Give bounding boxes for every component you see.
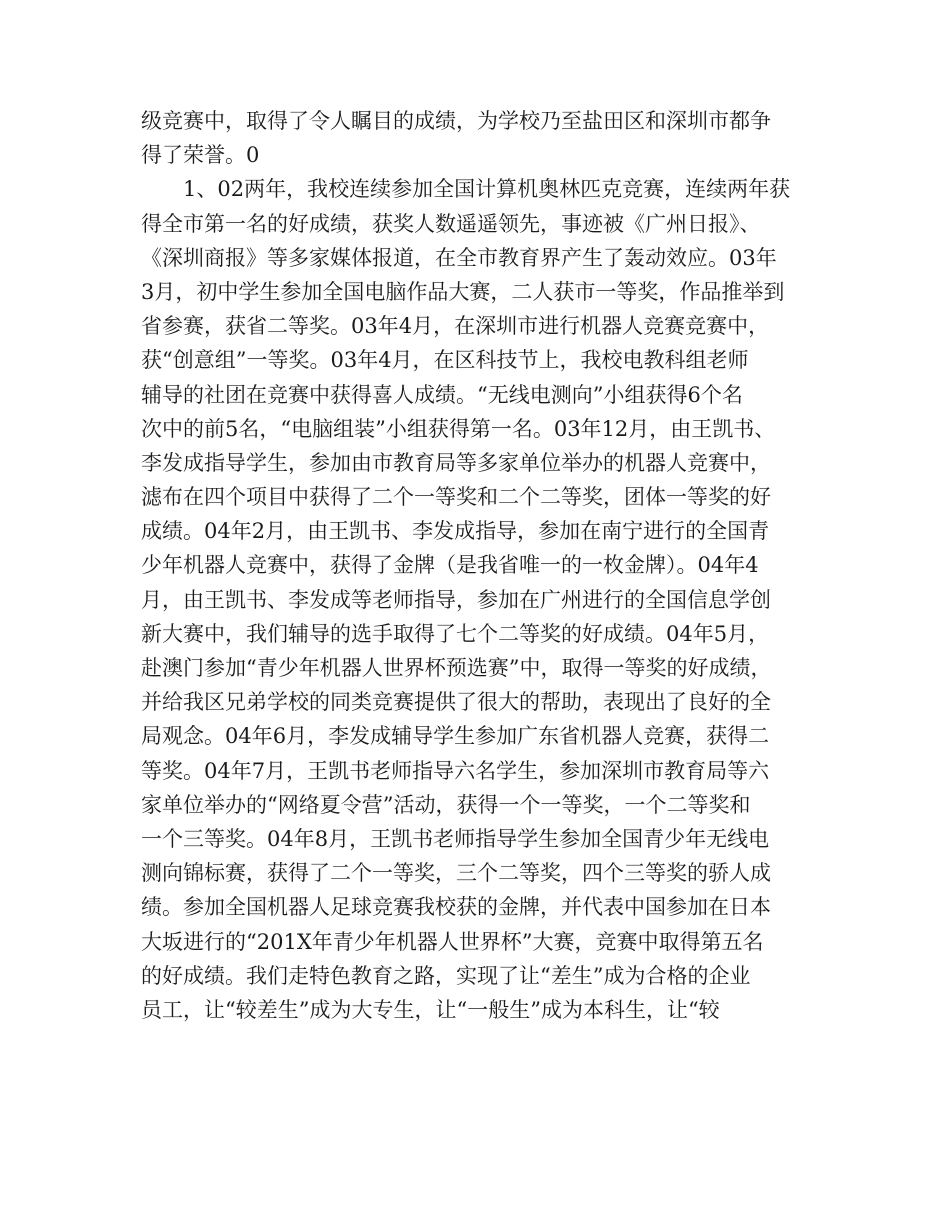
text-line: 新大赛中，我们辅导的选手取得了七个二等奖的好成绩。04年5月，	[141, 621, 770, 646]
text-line: 员工，让“较差生”成为大专生，让“一般生”成为本科生，让“较	[141, 997, 720, 1022]
text-line: 《深圳商报》等多家媒体报道，在全市教育界产生了轰动效应。03年	[141, 245, 777, 270]
text-line: 家单位举办的“网络夏令营”活动，获得一个一等奖，一个二等奖和	[141, 792, 751, 817]
text-line: 测向锦标赛，获得了二个一等奖，三个二等奖，四个三等奖的骄人成	[141, 861, 771, 886]
text-line: 一个三等奖。04年8月，王凯书老师指导学生参加全国青少年无线电	[141, 826, 770, 851]
text-line: 滤布在四个项目中获得了二个一等奖和二个二等奖，团体一等奖的好	[141, 485, 771, 510]
text-line: 大坂进行的“201X年青少年机器人世界杯”大赛，竞赛中取得第五名	[141, 929, 764, 954]
text-line: 得了荣誉。0	[141, 143, 260, 168]
text-line: 成绩。04年2月，由王凯书、李发成指导，参加在南宁进行的全国青	[141, 519, 770, 544]
text-line: 等奖。04年7月，王凯书老师指导六名学生，参加深圳市教育局等六	[141, 758, 770, 783]
text-line: 次中的前5名，“电脑组装”小组获得第一名。03年12月，由王凯书、	[141, 416, 776, 441]
body-text	[141, 104, 821, 1027]
text-line: 月，由王凯书、李发成等老师指导，参加在广州进行的全国信息学创	[141, 587, 771, 612]
text-line: 局观念。04年6月，李发成辅导学生参加广东省机器人竞赛，获得二	[141, 724, 770, 749]
text-line: 赴澳门参加“青少年机器人世界杯预选赛”中，取得一等奖的好成绩，	[141, 656, 772, 680]
text-line: 绩。参加全国机器人足球竞赛我校获的金牌，并代表中国参加在日本	[141, 895, 771, 920]
text-line: 级竞赛中，取得了令人瞩目的成绩，为学校乃至盐田区和深圳市都争	[141, 109, 771, 133]
text-line: 获“创意组”一等奖。03年4月，在区科技节上，我校电教科组老师	[141, 348, 749, 373]
text-line: 省参赛，获省二等奖。03年4月，在深圳市进行机器人竞赛竞赛中，	[141, 314, 770, 339]
text-line: 的好成绩。我们走特色教育之路，实现了让“差生”成为合格的企业	[141, 963, 751, 988]
text-line: 并给我区兄弟学校的同类竞赛提供了很大的帮助，表现出了良好的全	[141, 690, 771, 715]
text-line: 得全市第一名的好成绩，获奖人数遥遥领先，事迹被《广州日报》、	[141, 211, 761, 236]
text-line: 李发成指导学生，参加由市教育局等多家单位举办的机器人竞赛中，	[141, 450, 771, 475]
text-line: 少年机器人竞赛中，获得了金牌（是我省唯一的一枚金牌）。04年4	[141, 553, 759, 578]
text-line: 辅导的社团在竞赛中获得喜人成绩。“无线电测向”小组获得6个名	[141, 382, 743, 407]
text-line: 1、02两年，我校连续参加全国计算机奥林匹克竞赛，连续两年获	[141, 177, 791, 202]
text-line: 3月，初中学生参加全国电脑作品大赛，二人获市一等奖，作品推举到	[141, 279, 785, 304]
